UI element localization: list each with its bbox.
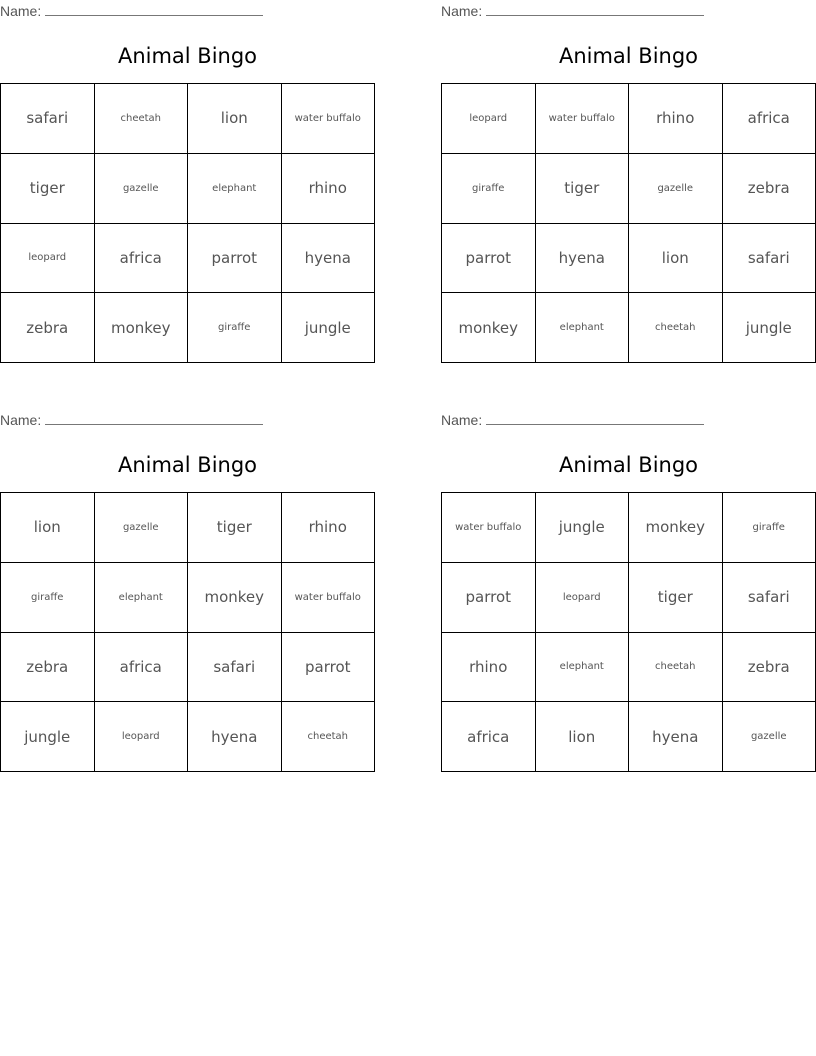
bingo-cell: monkey: [629, 493, 723, 563]
bingo-cell: cheetah: [95, 84, 189, 154]
bingo-cell: jungle: [1, 702, 95, 772]
bingo-cell: hyena: [629, 702, 723, 772]
bingo-cell: leopard: [1, 224, 95, 294]
bingo-cell: lion: [188, 84, 282, 154]
bingo-cell: zebra: [1, 633, 95, 703]
bingo-cell: lion: [1, 493, 95, 563]
name-field[interactable]: Name:: [441, 2, 704, 20]
bingo-cell: monkey: [188, 563, 282, 633]
name-field[interactable]: Name:: [0, 2, 263, 20]
bingo-cell: hyena: [188, 702, 282, 772]
bingo-card-4: [441, 409, 816, 773]
name-blank-line[interactable]: [45, 2, 263, 16]
name-field[interactable]: Name:: [0, 411, 263, 429]
bingo-cell: leopard: [442, 84, 536, 154]
bingo-card-2: [441, 0, 816, 364]
bingo-cell: zebra: [723, 633, 816, 703]
bingo-cell: elephant: [536, 293, 630, 363]
name-blank-line[interactable]: [486, 2, 704, 16]
bingo-grid: [0, 83, 375, 363]
bingo-cell: safari: [1, 84, 95, 154]
bingo-card-1: [0, 0, 375, 364]
bingo-cell: elephant: [95, 563, 189, 633]
bingo-cell: tiger: [1, 154, 95, 224]
bingo-cell: leopard: [95, 702, 189, 772]
bingo-cell: parrot: [188, 224, 282, 294]
bingo-cell: giraffe: [188, 293, 282, 363]
bingo-cell: leopard: [536, 563, 630, 633]
bingo-cell: gazelle: [95, 493, 189, 563]
bingo-cell: rhino: [282, 493, 376, 563]
bingo-cell: zebra: [1, 293, 95, 363]
bingo-cell: parrot: [442, 563, 536, 633]
bingo-cell: africa: [442, 702, 536, 772]
bingo-cell: jungle: [536, 493, 630, 563]
bingo-cell: lion: [536, 702, 630, 772]
bingo-cell: rhino: [442, 633, 536, 703]
bingo-cell: africa: [95, 633, 189, 703]
bingo-cell: tiger: [629, 563, 723, 633]
card-title: Animal Bingo: [558, 453, 699, 477]
bingo-cell: hyena: [282, 224, 376, 294]
bingo-cell: elephant: [536, 633, 630, 703]
bingo-cell: rhino: [629, 84, 723, 154]
bingo-cell: water buffalo: [282, 84, 376, 154]
bingo-cell: monkey: [442, 293, 536, 363]
name-blank-line[interactable]: [486, 411, 704, 425]
bingo-cell: water buffalo: [282, 563, 376, 633]
bingo-cell: safari: [188, 633, 282, 703]
bingo-cell: cheetah: [629, 293, 723, 363]
name-field[interactable]: Name:: [441, 411, 704, 429]
bingo-cell: gazelle: [629, 154, 723, 224]
bingo-cell: hyena: [536, 224, 630, 294]
card-title: Animal Bingo: [558, 44, 699, 68]
card-title: Animal Bingo: [117, 453, 258, 477]
bingo-cell: water buffalo: [442, 493, 536, 563]
bingo-cell: parrot: [282, 633, 376, 703]
bingo-cell: monkey: [95, 293, 189, 363]
bingo-cell: elephant: [188, 154, 282, 224]
bingo-cell: safari: [723, 563, 816, 633]
bingo-cell: cheetah: [629, 633, 723, 703]
bingo-grid: [441, 83, 816, 363]
bingo-cell: africa: [95, 224, 189, 294]
name-blank-line[interactable]: [45, 411, 263, 425]
bingo-cell: parrot: [442, 224, 536, 294]
bingo-grid: [441, 492, 816, 772]
bingo-cell: lion: [629, 224, 723, 294]
bingo-cell: tiger: [536, 154, 630, 224]
card-title: Animal Bingo: [117, 44, 258, 68]
bingo-cell: cheetah: [282, 702, 376, 772]
bingo-cell: water buffalo: [536, 84, 630, 154]
bingo-cell: jungle: [282, 293, 376, 363]
bingo-cell: zebra: [723, 154, 816, 224]
bingo-cell: safari: [723, 224, 816, 294]
bingo-cell: giraffe: [723, 493, 816, 563]
bingo-cell: gazelle: [95, 154, 189, 224]
bingo-card-3: [0, 409, 375, 773]
bingo-cell: giraffe: [442, 154, 536, 224]
bingo-cell: gazelle: [723, 702, 816, 772]
bingo-grid: [0, 492, 375, 772]
bingo-cell: giraffe: [1, 563, 95, 633]
bingo-cell: rhino: [282, 154, 376, 224]
bingo-cell: tiger: [188, 493, 282, 563]
bingo-cell: jungle: [723, 293, 816, 363]
bingo-cell: africa: [723, 84, 816, 154]
